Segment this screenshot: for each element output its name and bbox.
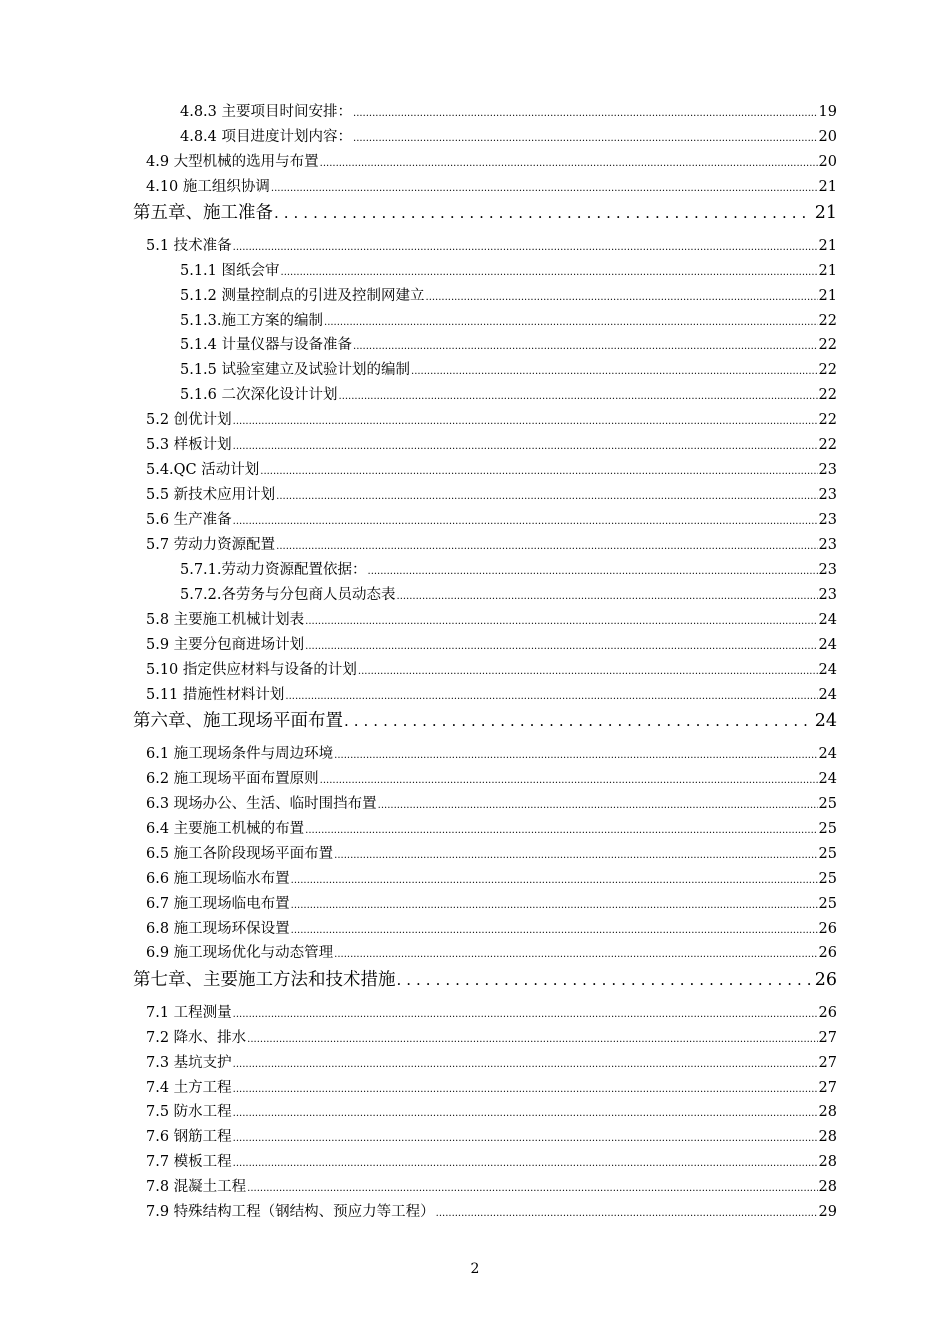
toc-dot-leader (324, 312, 818, 332)
toc-dot-leader (281, 262, 818, 282)
toc-entry-title: 7.4 土方工程 (146, 1080, 232, 1096)
toc-entry-title: 7.3 基坑支护 (146, 1055, 232, 1071)
toc-page-number: 25 (818, 896, 837, 912)
toc-entry-title: 5.11 措施性材料计划 (146, 687, 285, 703)
toc-page-number: 24 (818, 687, 837, 703)
toc-dot-leader (271, 178, 818, 198)
toc-dot-leader (274, 202, 812, 224)
toc-page-number: 28 (818, 1129, 837, 1145)
toc-dot-leader (344, 710, 812, 732)
toc-dot-leader (353, 336, 818, 356)
toc-entry[interactable] (146, 511, 837, 531)
toc-entry[interactable] (146, 845, 837, 865)
toc-page-number: 24 (818, 746, 837, 762)
toc-dot-leader (233, 1054, 818, 1074)
toc-entry[interactable] (146, 1054, 837, 1074)
toc-page-number: 25 (818, 871, 837, 887)
toc-entry[interactable] (146, 1153, 837, 1173)
toc-entry[interactable] (146, 1178, 837, 1198)
toc-dot-leader (291, 895, 818, 915)
toc-page-number: 23 (818, 487, 837, 503)
toc-entry-title: 6.9 施工现场优化与动态管理 (146, 945, 334, 961)
toc-entry[interactable] (146, 1079, 837, 1099)
toc-dot-leader (233, 1103, 818, 1123)
toc-page-number: 24 (814, 711, 837, 731)
toc-entry[interactable] (180, 103, 837, 123)
toc-page-number: 26 (814, 970, 837, 990)
toc-entry[interactable] (180, 586, 837, 606)
toc-entry-title: 5.7.2.各劳务与分包商人员动态表 (180, 587, 396, 603)
toc-entry-title: 5.3 样板计划 (146, 437, 232, 453)
toc-page-number: 26 (818, 921, 837, 937)
toc-page-number: 27 (818, 1055, 837, 1071)
toc-dot-leader (334, 944, 817, 964)
page-number: 2 (470, 1261, 480, 1277)
toc-entry-title: 4.8.4 项目进度计划内容： (180, 129, 353, 145)
toc-entry-title: 6.8 施工现场环保设置 (146, 921, 290, 937)
toc-dot-leader (426, 287, 818, 307)
toc-entry[interactable] (146, 1103, 837, 1123)
toc-dot-leader (397, 586, 818, 606)
toc-page-number: 23 (818, 562, 837, 578)
toc-dot-leader (320, 770, 818, 790)
toc-entry-title: 6.6 施工现场临水布置 (146, 871, 290, 887)
toc-entry[interactable] (146, 178, 837, 198)
toc-entry-title: 6.2 施工现场平面布置原则 (146, 771, 319, 787)
toc-page-number: 23 (818, 587, 837, 603)
toc-dot-leader (291, 920, 818, 940)
toc-entry[interactable] (146, 536, 837, 556)
toc-entry-title: 6.5 施工各阶段现场平面布置 (146, 846, 334, 862)
toc-chapter-entry[interactable] (133, 969, 837, 991)
toc-page-number: 20 (818, 154, 837, 170)
toc-page-number: 28 (818, 1154, 837, 1170)
toc-dot-leader (358, 661, 818, 681)
toc-entry[interactable] (146, 636, 837, 656)
toc-entry[interactable] (180, 287, 837, 307)
toc-dot-leader (233, 1128, 818, 1148)
toc-page-number: 28 (818, 1104, 837, 1120)
toc-dot-leader (353, 128, 818, 148)
toc-page-number: 23 (818, 537, 837, 553)
toc-entry-title: 5.4.QC 活动计划 (146, 462, 260, 478)
toc-entry-title: 5.1 技术准备 (146, 238, 232, 254)
toc-entry[interactable] (146, 1128, 837, 1148)
toc-page-number: 19 (818, 104, 837, 120)
toc-entry[interactable] (146, 486, 837, 506)
toc-entry[interactable] (180, 361, 837, 381)
toc-dot-leader (233, 511, 818, 531)
toc-dot-leader (276, 486, 817, 506)
toc-chapter-entry[interactable] (133, 710, 837, 732)
toc-entry[interactable] (146, 461, 837, 481)
toc-entry-title: 5.7.1.劳动力资源配置依据： (180, 562, 367, 578)
toc-entry-title: 7.9 特殊结构工程（钢结构、预应力等工程） (146, 1204, 435, 1220)
toc-entry-title: 5.7 劳动力资源配置 (146, 537, 276, 553)
toc-page-number: 21 (818, 238, 837, 254)
toc-dot-leader (247, 1029, 817, 1049)
toc-dot-leader (305, 820, 817, 840)
toc-entry-title: 5.1.5 试验室建立及试验计划的编制 (180, 362, 411, 378)
toc-dot-leader (368, 561, 818, 581)
toc-page-number: 23 (818, 512, 837, 528)
toc-entry-title: 第五章、施工准备 (133, 203, 273, 223)
toc-page-number: 24 (818, 662, 837, 678)
toc-page-number: 20 (818, 129, 837, 145)
toc-page-number: 22 (818, 437, 837, 453)
toc-entry[interactable] (180, 312, 837, 332)
toc-page-number: 25 (818, 796, 837, 812)
toc-dot-leader (353, 103, 818, 123)
toc-entry-title: 5.1.2 测量控制点的引进及控制网建立 (180, 288, 425, 304)
toc-dot-leader (339, 386, 818, 406)
toc-dot-leader (291, 870, 818, 890)
toc-entry-title: 5.9 主要分包商进场计划 (146, 637, 305, 653)
toc-dot-leader (233, 237, 818, 257)
toc-entry-title: 5.1.1 图纸会审 (180, 263, 280, 279)
toc-entry-title: 7.6 钢筋工程 (146, 1129, 232, 1145)
toc-entry[interactable] (146, 870, 837, 890)
toc-dot-leader (233, 1004, 818, 1024)
toc-entry-title: 5.1.6 二次深化设计计划 (180, 387, 338, 403)
toc-entry-title: 5.1.4 计量仪器与设备准备 (180, 337, 353, 353)
toc-page-number: 24 (818, 771, 837, 787)
toc-page-number: 21 (818, 179, 837, 195)
toc-entry-title: 7.8 混凝土工程 (146, 1179, 247, 1195)
toc-entry[interactable] (146, 895, 837, 915)
toc-entry-title: 5.2 创优计划 (146, 412, 232, 428)
toc-page-number: 21 (818, 263, 837, 279)
toc-page-number: 22 (818, 387, 837, 403)
toc-entry[interactable] (180, 386, 837, 406)
toc-page-number: 22 (818, 313, 837, 329)
toc-page-number: 26 (818, 1005, 837, 1021)
toc-entry-title: 7.7 模板工程 (146, 1154, 232, 1170)
toc-dot-leader (305, 611, 817, 631)
toc-entry[interactable] (146, 745, 837, 765)
toc-entry[interactable] (146, 411, 837, 431)
toc-entry[interactable] (146, 237, 837, 257)
toc-page-number: 25 (818, 846, 837, 862)
toc-entry-title: 5.8 主要施工机械计划表 (146, 612, 305, 628)
toc-page-number: 27 (818, 1080, 837, 1096)
toc-entry-title: 4.9 大型机械的选用与布置 (146, 154, 319, 170)
toc-entry[interactable] (146, 944, 837, 964)
toc-page-number: 22 (818, 412, 837, 428)
toc-entry-title: 5.10 指定供应材料与设备的计划 (146, 662, 357, 678)
toc-entry-title: 7.2 降水、排水 (146, 1030, 247, 1046)
toc-page-number: 27 (818, 1030, 837, 1046)
toc-entry-title: 6.3 现场办公、生活、临时围挡布置 (146, 796, 377, 812)
toc-entry[interactable] (146, 1203, 837, 1223)
toc-entry[interactable] (146, 795, 837, 815)
toc-page-number: 24 (818, 637, 837, 653)
toc-entry-title: 6.4 主要施工机械的布置 (146, 821, 305, 837)
toc-page-number: 24 (818, 612, 837, 628)
toc-dot-leader (247, 1178, 817, 1198)
toc-dot-leader (233, 1079, 818, 1099)
toc-page-number: 28 (818, 1179, 837, 1195)
toc-entry[interactable] (146, 686, 837, 706)
toc-dot-leader (397, 969, 812, 991)
toc-entry-title: 7.1 工程测量 (146, 1005, 232, 1021)
toc-entry[interactable] (146, 770, 837, 790)
toc-dot-leader (233, 436, 818, 456)
toc-dot-leader (334, 845, 817, 865)
toc-entry-title: 7.5 防水工程 (146, 1104, 232, 1120)
toc-entry-title: 5.1.3.施工方案的编制 (180, 313, 324, 329)
toc-entry-title: 6.7 施工现场临电布置 (146, 896, 290, 912)
toc-page-number: 22 (818, 362, 837, 378)
toc-dot-leader (276, 536, 817, 556)
toc-dot-leader (411, 361, 818, 381)
toc-entry-title: 5.5 新技术应用计划 (146, 487, 276, 503)
toc-entry[interactable] (180, 262, 837, 282)
toc-entry[interactable] (146, 661, 837, 681)
toc-page-number: 22 (818, 337, 837, 353)
toc-page-number: 26 (818, 945, 837, 961)
toc-entry[interactable] (146, 820, 837, 840)
toc-dot-leader (378, 795, 818, 815)
toc-entry[interactable] (146, 1004, 837, 1024)
toc-entry-title: 第六章、施工现场平面布置 (133, 711, 343, 731)
toc-chapter-entry[interactable] (133, 202, 837, 224)
toc-dot-leader (305, 636, 817, 656)
toc-entry-title: 4.8.3 主要项目时间安排： (180, 104, 353, 120)
toc-dot-leader (334, 745, 817, 765)
toc-entry[interactable] (180, 336, 837, 356)
toc-entry-title: 5.6 生产准备 (146, 512, 232, 528)
toc-entry[interactable] (146, 153, 837, 173)
toc-page-number: 23 (818, 462, 837, 478)
toc-entry[interactable] (146, 920, 837, 940)
toc-dot-leader (233, 411, 818, 431)
toc-entry[interactable] (146, 611, 837, 631)
toc-dot-leader (260, 461, 817, 481)
toc-dot-leader (436, 1203, 818, 1223)
toc-entry-title: 4.10 施工组织协调 (146, 179, 270, 195)
toc-page-number: 25 (818, 821, 837, 837)
toc-dot-leader (233, 1153, 818, 1173)
toc-entry[interactable] (180, 128, 837, 148)
toc-entry[interactable] (180, 561, 837, 581)
toc-entry-title: 第七章、主要施工方法和技术措施 (133, 970, 396, 990)
toc-entry[interactable] (146, 436, 837, 456)
toc-entry-title: 6.1 施工现场条件与周边环境 (146, 746, 334, 762)
toc-dot-leader (320, 153, 818, 173)
toc-page-number: 29 (818, 1204, 837, 1220)
toc-dot-leader (285, 686, 817, 706)
toc-entry[interactable] (146, 1029, 837, 1049)
toc-page-number: 21 (818, 288, 837, 304)
toc-page-number: 21 (814, 203, 837, 223)
